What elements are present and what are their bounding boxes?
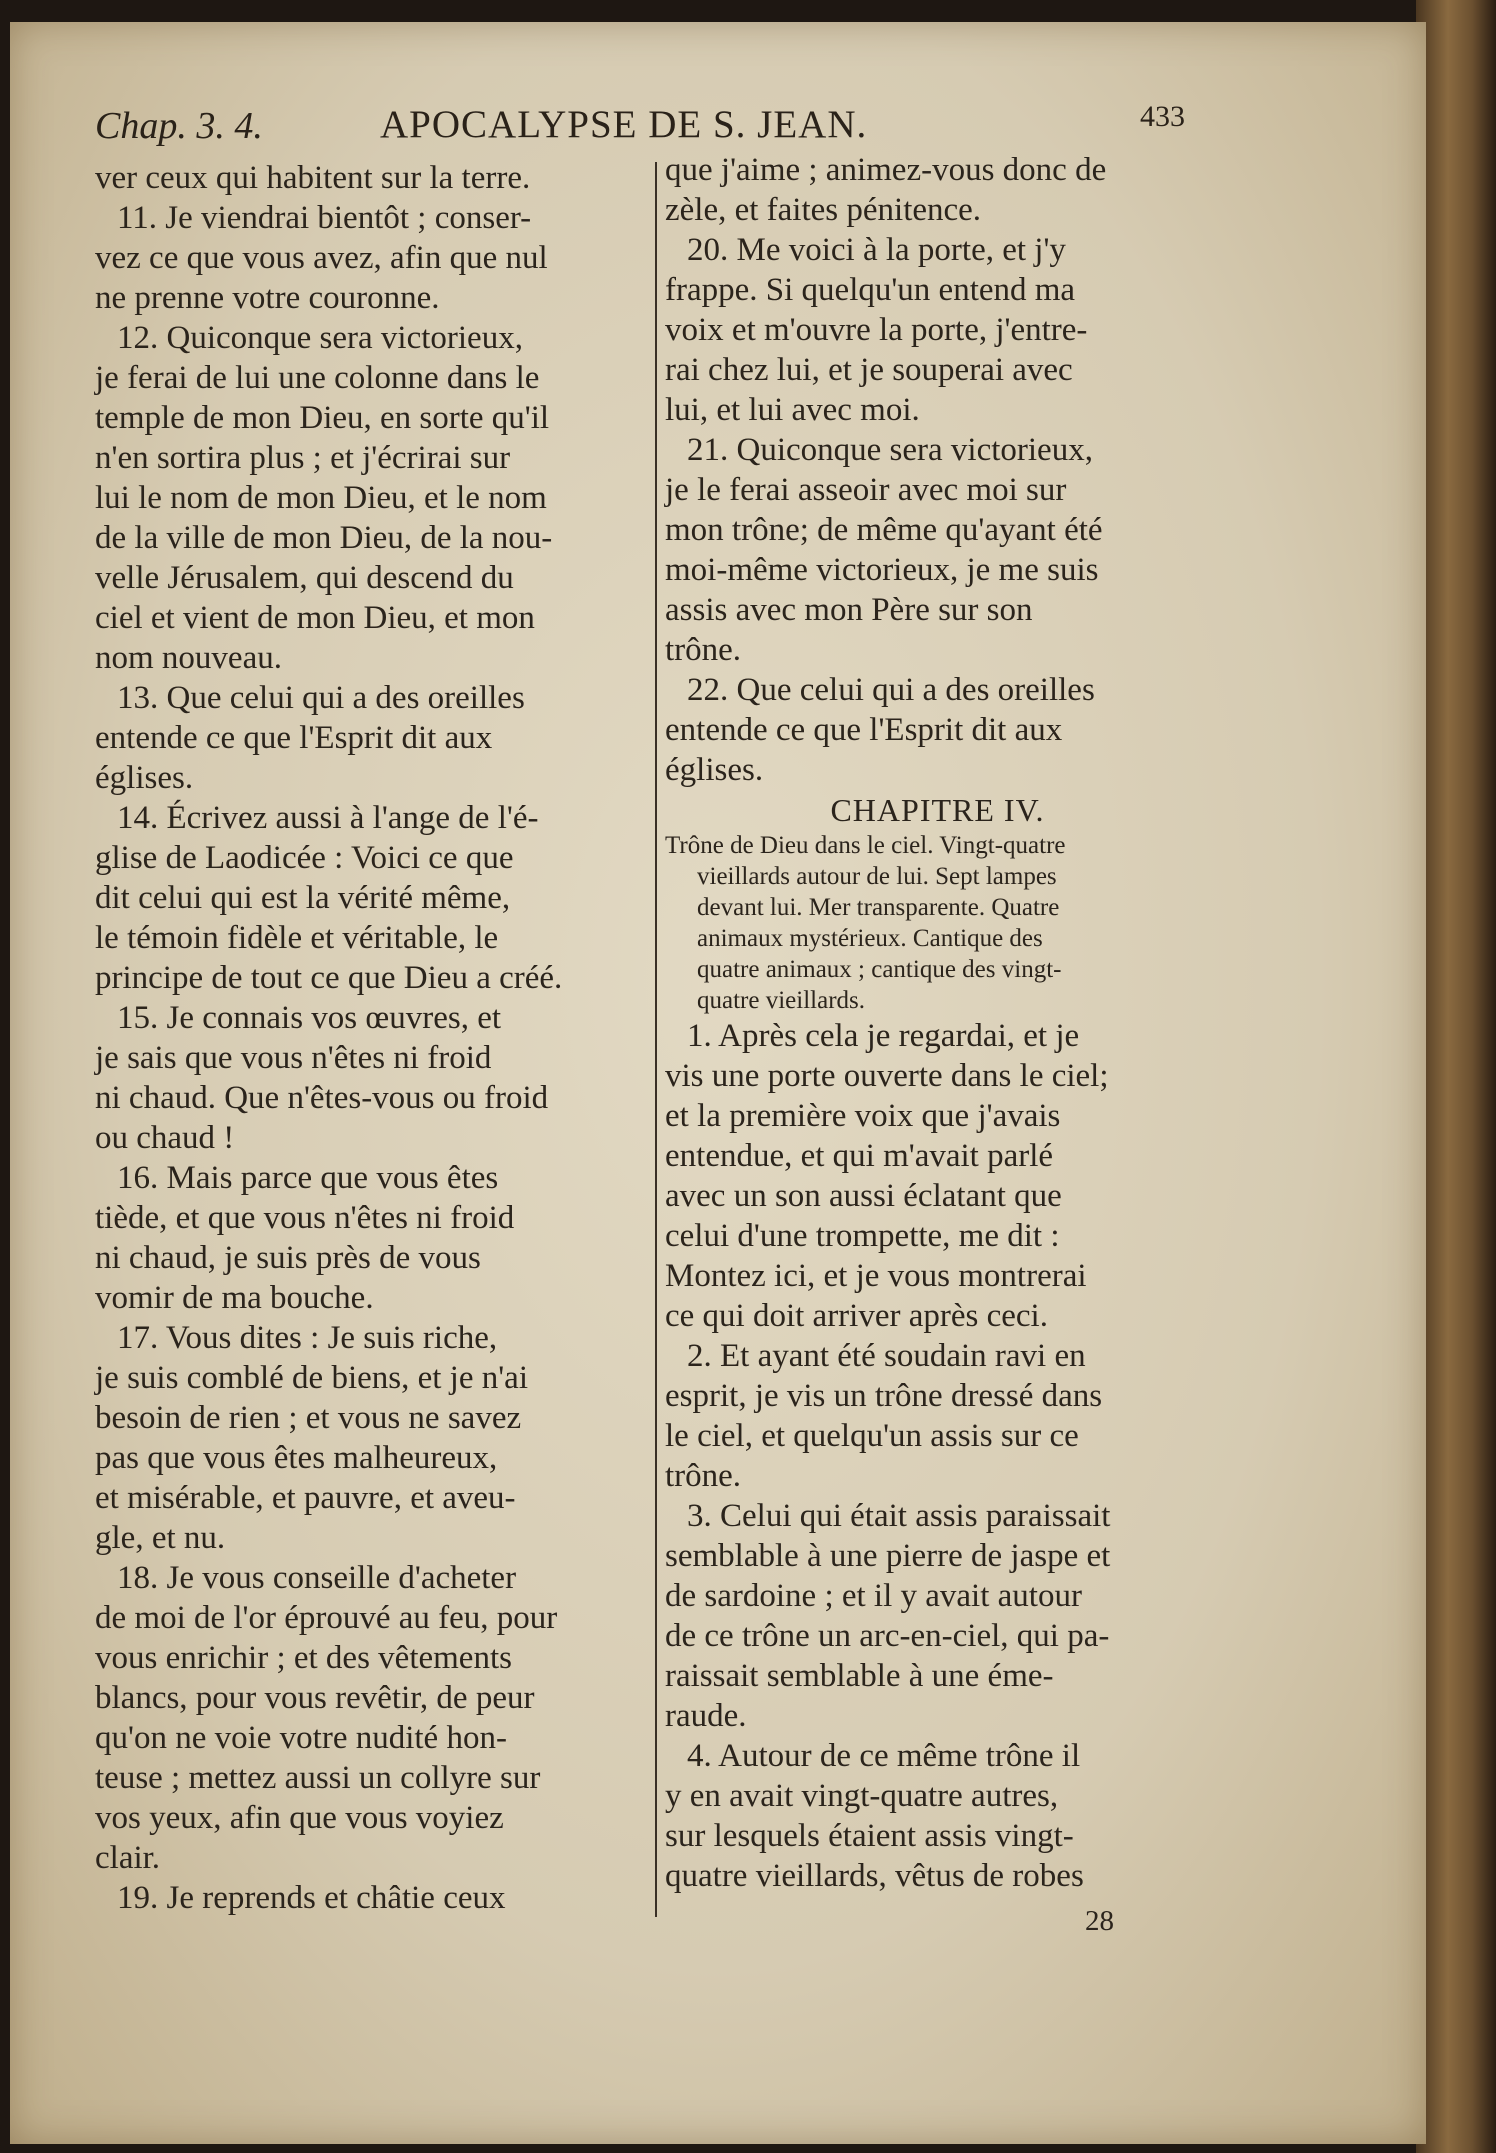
book-spine-edge xyxy=(1416,0,1496,2153)
text-line: esprit, je vis un trône dressé dans xyxy=(665,1378,1103,1414)
text-line: clair. xyxy=(95,1840,161,1876)
text-line: je ferai de lui une colonne dans le xyxy=(95,360,540,396)
text-line: je le ferai asseoir avec moi sur xyxy=(665,472,1067,508)
text-line: avec un son aussi éclatant que xyxy=(665,1178,1062,1214)
text-line: vous enrichir ; et des vêtements xyxy=(95,1640,512,1676)
page-number: 433 xyxy=(1140,100,1185,133)
text-line: le ciel, et quelqu'un assis sur ce xyxy=(665,1418,1079,1454)
text-line: nom nouveau. xyxy=(95,640,282,676)
text-line: Montez ici, et je vous montrerai xyxy=(665,1258,1087,1294)
text-line: 21. Quiconque sera victorieux, xyxy=(687,432,1093,468)
text-line: vomir de ma bouche. xyxy=(95,1280,374,1316)
chapter-reference: Chap. 3. 4. xyxy=(95,105,263,147)
text-line: trône. xyxy=(665,632,742,668)
text-line: besoin de rien ; et vous ne savez xyxy=(95,1400,522,1436)
text-line: gle, et nu. xyxy=(95,1520,226,1556)
text-line: zèle, et faites pénitence. xyxy=(665,192,982,228)
text-line: de moi de l'or éprouvé au feu, pour xyxy=(95,1600,558,1636)
text-line: entende ce que l'Esprit dit aux xyxy=(95,720,493,756)
text-line: ou chaud ! xyxy=(95,1120,235,1156)
text-line: ver ceux qui habitent sur la terre. xyxy=(95,160,531,196)
text-line: teuse ; mettez aussi un collyre sur xyxy=(95,1760,541,1796)
text-line: mon trône; de même qu'ayant été xyxy=(665,512,1103,548)
text-line: ciel et vient de mon Dieu, et mon xyxy=(95,600,535,636)
running-header xyxy=(95,100,1185,155)
text-line: ni chaud. Que n'êtes-vous ou froid xyxy=(95,1080,549,1116)
text-line: glise de Laodicée : Voici ce que xyxy=(95,840,514,876)
text-line: je sais que vous n'êtes ni froid xyxy=(95,1040,492,1076)
text-line: ni chaud, je suis près de vous xyxy=(95,1240,481,1276)
chapter-summary-line: quatre vieillards. xyxy=(697,987,865,1014)
text-line: ce qui doit arriver après ceci. xyxy=(665,1298,1048,1334)
text-line: semblable à une pierre de jaspe et xyxy=(665,1538,1111,1574)
text-line: 14. Écrivez aussi à l'ange de l'é- xyxy=(117,800,539,836)
text-line: lui le nom de mon Dieu, et le nom xyxy=(95,480,547,516)
book-title: APOCALYPSE DE S. JEAN. xyxy=(380,103,868,146)
text-line: églises. xyxy=(95,760,194,796)
text-line: tiède, et que vous n'êtes ni froid xyxy=(95,1200,515,1236)
text-line: 17. Vous dites : Je suis riche, xyxy=(117,1320,498,1356)
chapter-summary-line: vieillards autour de lui. Sept lampes xyxy=(697,863,1057,890)
text-line: de la ville de mon Dieu, de la nou- xyxy=(95,520,553,556)
text-line: assis avec mon Père sur son xyxy=(665,592,1033,628)
text-line: entende ce que l'Esprit dit aux xyxy=(665,712,1063,748)
signature-mark: 28 xyxy=(1085,1905,1114,1937)
text-line: entendue, et qui m'avait parlé xyxy=(665,1138,1054,1174)
column-divider xyxy=(655,162,657,1917)
text-line: n'en sortira plus ; et j'écrirai sur xyxy=(95,440,511,476)
text-line: 22. Que celui qui a des oreilles xyxy=(687,672,1095,708)
text-line: de sardoine ; et il y avait autour xyxy=(665,1578,1082,1614)
text-line: 3. Celui qui était assis paraissait xyxy=(687,1498,1111,1534)
chapter-heading: CHAPITRE IV. xyxy=(830,792,1045,828)
text-line: dit celui qui est la vérité même, xyxy=(95,880,511,916)
text-line: moi-même victorieux, je me suis xyxy=(665,552,1099,588)
text-line: que j'aime ; animez-vous donc de xyxy=(665,152,1107,188)
text-line: de ce trône un arc-en-ciel, qui pa- xyxy=(665,1618,1110,1654)
text-line: lui, et lui avec moi. xyxy=(665,392,920,428)
text-line: 1. Après cela je regardai, et je xyxy=(687,1018,1080,1054)
text-line: y en avait vingt-quatre autres, xyxy=(665,1778,1059,1814)
text-line: temple de mon Dieu, en sorte qu'il xyxy=(95,400,550,436)
text-line: églises. xyxy=(665,752,764,788)
text-line: trône. xyxy=(665,1458,742,1494)
chapter-summary-line: devant lui. Mer transparente. Quatre xyxy=(697,894,1060,921)
chapter-summary-line: quatre animaux ; cantique des vingt- xyxy=(697,956,1062,983)
text-line: et misérable, et pauvre, et aveu- xyxy=(95,1480,516,1516)
text-line: 11. Je viendrai bientôt ; conser- xyxy=(117,200,532,236)
text-line: pas que vous êtes malheureux, xyxy=(95,1440,498,1476)
chapter-summary-line: animaux mystérieux. Cantique des xyxy=(697,925,1043,952)
text-line: et la première voix que j'avais xyxy=(665,1098,1061,1134)
text-line: blancs, pour vous revêtir, de peur xyxy=(95,1680,535,1716)
text-line: frappe. Si quelqu'un entend ma xyxy=(665,272,1076,308)
text-line: 4. Autour de ce même trône il xyxy=(687,1738,1081,1774)
text-line: 15. Je connais vos œuvres, et xyxy=(117,1000,502,1036)
text-line: voix et m'ouvre la porte, j'entre- xyxy=(665,312,1088,348)
right-text-column xyxy=(665,150,1210,1896)
text-line: raude. xyxy=(665,1698,747,1734)
text-line: vez ce que vous avez, afin que nul xyxy=(95,240,548,276)
text-line: sur lesquels étaient assis vingt- xyxy=(665,1818,1074,1854)
text-line: qu'on ne voie votre nudité hon- xyxy=(95,1720,507,1756)
text-line: quatre vieillards, vêtus de robes xyxy=(665,1858,1084,1894)
text-line: le témoin fidèle et véritable, le xyxy=(95,920,499,956)
text-line: 13. Que celui qui a des oreilles xyxy=(117,680,525,716)
text-line: 12. Quiconque sera victorieux, xyxy=(117,320,523,356)
chapter-summary-line: Trône de Dieu dans le ciel. Vingt-quatre xyxy=(665,832,1066,859)
text-line: 19. Je reprends et châtie ceux xyxy=(117,1880,506,1916)
text-line: vos yeux, afin que vous voyiez xyxy=(95,1800,504,1836)
text-line: raissait semblable à une éme- xyxy=(665,1658,1054,1694)
text-line: velle Jérusalem, qui descend du xyxy=(95,560,514,596)
text-line: 20. Me voici à la porte, et j'y xyxy=(687,232,1066,268)
text-line: ne prenne votre couronne. xyxy=(95,280,440,316)
text-line: je suis comblé de biens, et je n'ai xyxy=(95,1360,528,1396)
text-line: vis une porte ouverte dans le ciel; xyxy=(665,1058,1109,1094)
text-line: rai chez lui, et je souperai avec xyxy=(665,352,1073,388)
text-line: 16. Mais parce que vous êtes xyxy=(117,1160,499,1196)
text-line: celui d'une trompette, me dit : xyxy=(665,1218,1060,1254)
text-line: principe de tout ce que Dieu a créé. xyxy=(95,960,563,996)
text-line: 2. Et ayant été soudain ravi en xyxy=(687,1338,1086,1374)
left-text-column xyxy=(95,158,648,1918)
text-line: 18. Je vous conseille d'acheter xyxy=(117,1560,517,1596)
